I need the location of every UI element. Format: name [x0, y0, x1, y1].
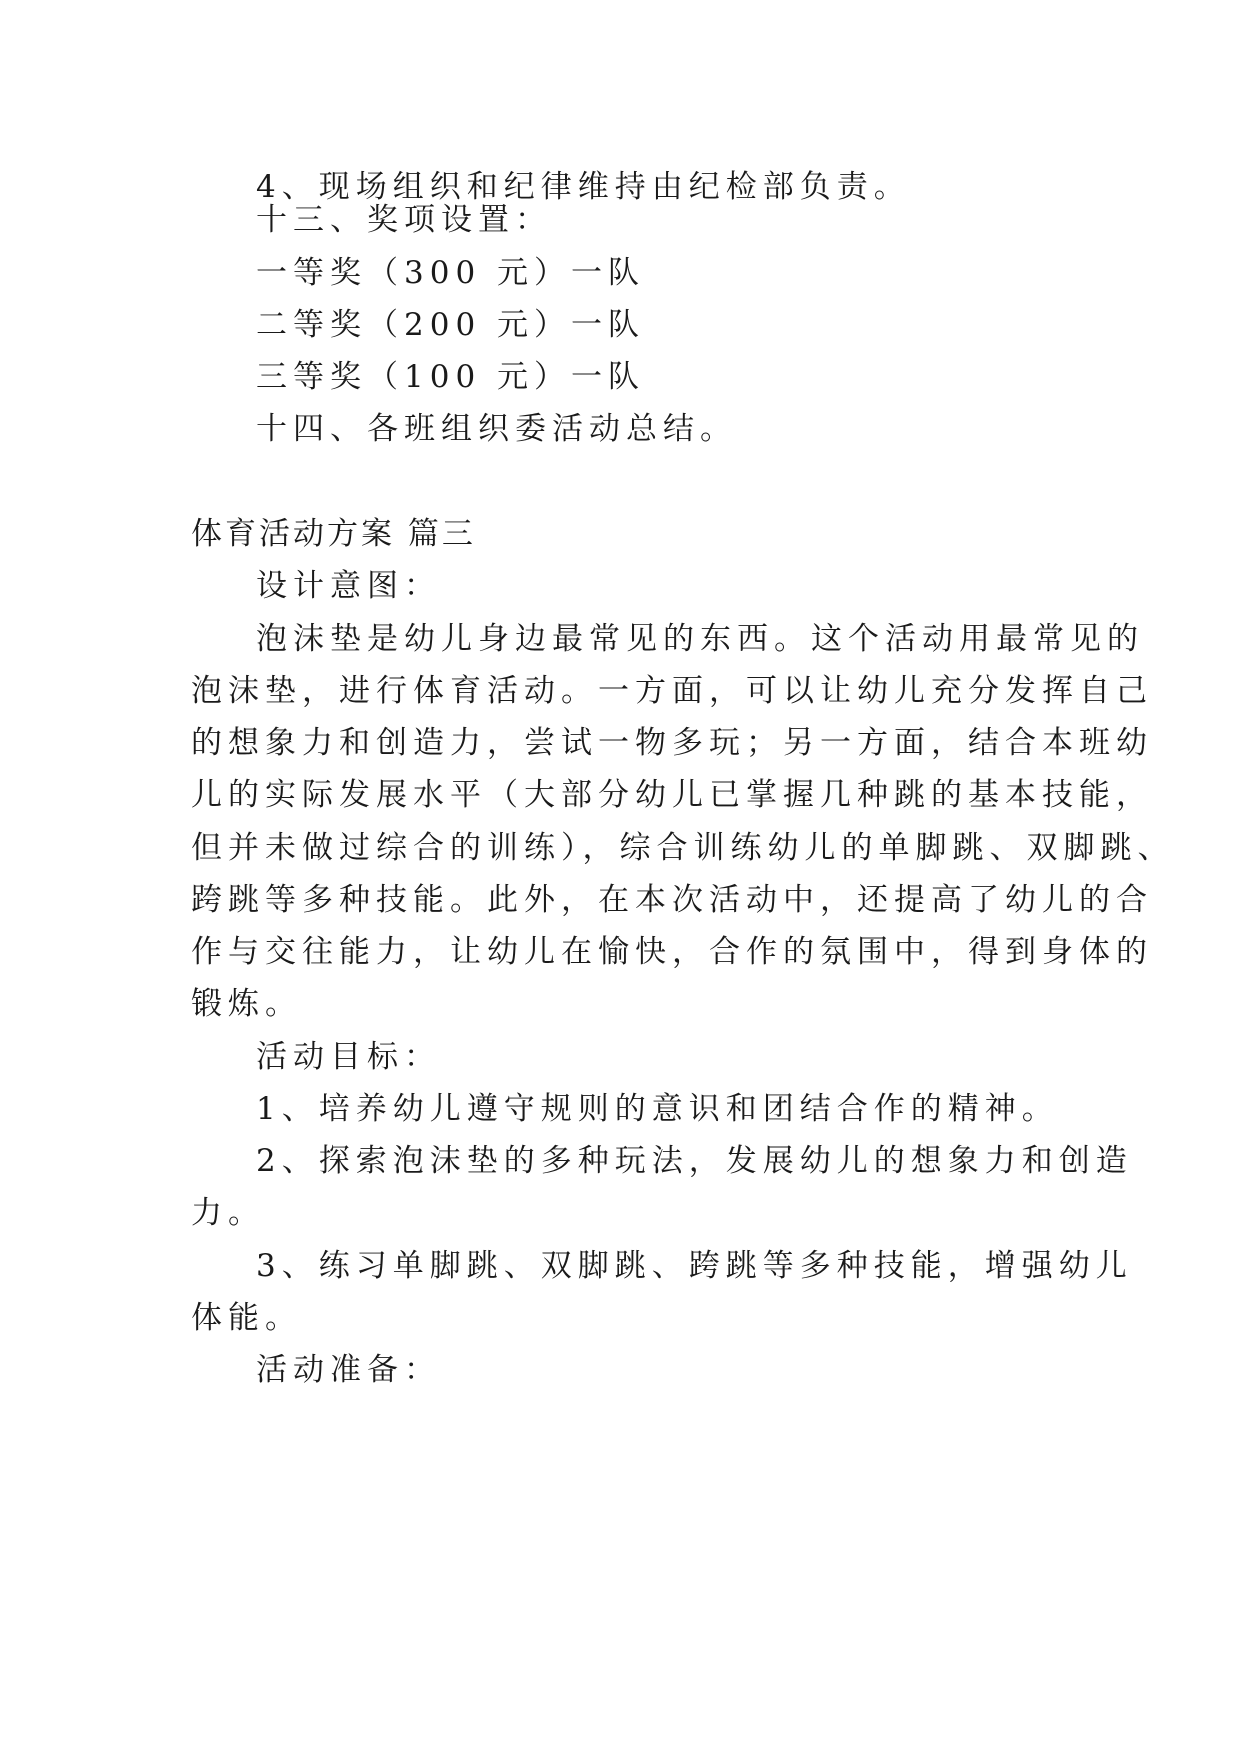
paragraph-line: 锻炼。: [191, 986, 302, 1022]
paragraph-line: 儿的实际发展水平（大部分幼儿已掌握几种跳的基本技能，: [191, 777, 1153, 813]
section-heading-summary: 十四、各班组织委活动总结。: [256, 411, 737, 447]
section-heading-design-intent: 设计意图：: [256, 568, 441, 604]
award-third-prize: 三等奖（100 元）一队: [256, 359, 646, 395]
paragraph-line: 泡沫垫，进行体育活动。一方面，可以让幼儿充分发挥自己: [191, 673, 1153, 709]
paragraph-line: 泡沫垫是幼儿身边最常见的东西。这个活动用最常见的: [256, 621, 1144, 657]
section-heading-preparation: 活动准备：: [256, 1352, 441, 1388]
goal-item-2: 2、探索泡沫垫的多种玩法，发展幼儿的想象力和创造: [256, 1143, 1133, 1179]
section-heading-awards: 十三、奖项设置：: [256, 202, 552, 238]
goal-item-3-continued: 体能。: [191, 1300, 302, 1336]
paragraph-line: 作与交往能力，让幼儿在愉快，合作的氛围中，得到身体的: [191, 934, 1153, 970]
document-title: 体育活动方案 篇三: [191, 516, 476, 552]
section-heading-goals: 活动目标：: [256, 1039, 441, 1075]
goal-item-2-continued: 力。: [191, 1195, 265, 1231]
text-line-discipline: 4、现场组织和纪律维持由纪检部负责。: [256, 169, 911, 205]
paragraph-line: 跨跳等多种技能。此外，在本次活动中，还提高了幼儿的合: [191, 882, 1153, 918]
goal-item-1: 1、培养幼儿遵守规则的意识和团结合作的精神。: [256, 1091, 1059, 1127]
goal-item-3: 3、练习单脚跳、双脚跳、跨跳等多种技能，增强幼儿: [256, 1248, 1133, 1284]
award-first-prize: 一等奖（300 元）一队: [256, 255, 646, 291]
award-second-prize: 二等奖（200 元）一队: [256, 307, 646, 343]
paragraph-line: 的想象力和创造力，尝试一物多玩；另一方面，结合本班幼: [191, 725, 1153, 761]
paragraph-line: 但并未做过综合的训练），综合训练幼儿的单脚跳、双脚跳、: [191, 830, 1175, 866]
